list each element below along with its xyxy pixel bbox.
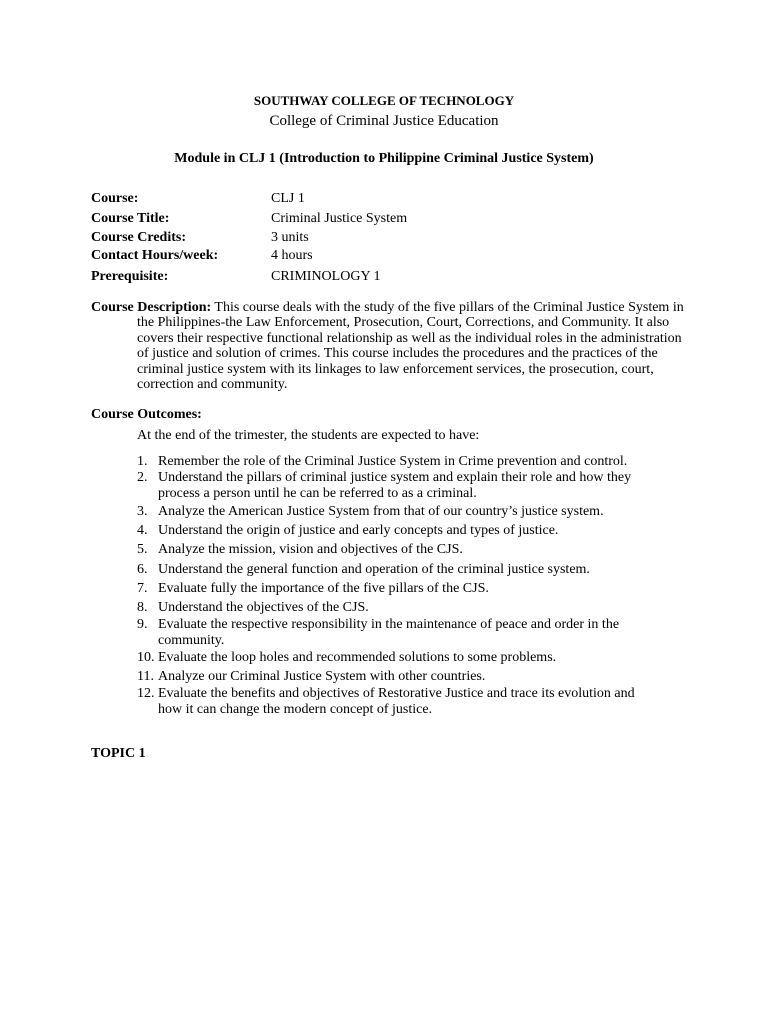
description-label: Course Description: <box>91 300 212 315</box>
description-line: the Philippines-the Law Enforcement, Prosecution, Court, Corrections, and Community. It also <box>137 315 670 331</box>
course-title-label: Course Title: <box>91 211 170 226</box>
outcome-number: 3. <box>137 504 148 519</box>
outcome-text: Evaluate the benefits and objectives of Restorative Justice and trace its evolution and <box>158 686 635 701</box>
outcome-text: Evaluate the loop holes and recommended solutions to some problems. <box>158 650 557 665</box>
description-line: of justice and solution of crimes. This course includes the procedures and the practices of the <box>137 346 658 362</box>
outcome-text: Understand the objectives of the CJS. <box>158 600 369 615</box>
prerequisite-label: Prerequisite: <box>91 269 169 284</box>
course-credits-label: Course Credits: <box>91 230 187 245</box>
institution-name: SOUTHWAY COLLEGE OF TECHNOLOGY <box>253 93 515 108</box>
outcome-text: Analyze our Criminal Justice System with other countries. <box>158 669 486 684</box>
outcome-number: 6. <box>137 562 148 577</box>
outcome-text: Analyze the mission, vision and objectives of the CJS. <box>158 542 463 557</box>
course-title-value: Criminal Justice System <box>271 211 408 226</box>
college-name: College of Criminal Justice Education <box>269 113 499 129</box>
description-line: covers their respective functional relationship as well as the individual roles in the administration <box>137 330 682 346</box>
outcome-number: 11. <box>137 669 154 684</box>
outcome-number: 12. <box>137 686 155 701</box>
outcome-text: Evaluate fully the importance of the five pillars of the CJS. <box>158 581 489 596</box>
outcome-number: 7. <box>137 581 148 596</box>
outcome-number: 8. <box>137 600 148 615</box>
outcome-text: Understand the origin of justice and early concepts and types of justice. <box>158 523 559 538</box>
outcome-number: 5. <box>137 542 148 557</box>
prerequisite-value: CRIMINOLOGY 1 <box>271 269 381 284</box>
outcome-text: Remember the role of the Criminal Justice System in Crime prevention and control. <box>158 454 628 469</box>
course-label: Course: <box>91 191 139 206</box>
course-value: CLJ 1 <box>271 191 305 206</box>
outcome-number: 2. <box>137 470 148 485</box>
contact-hours-value: 4 hours <box>271 248 313 263</box>
outcome-text: Understand the pillars of criminal justice system and explain their role and how they <box>158 470 632 485</box>
outcomes-intro: At the end of the trimester, the students are expected to have: <box>137 428 480 443</box>
contact-hours-label: Contact Hours/week: <box>91 248 219 263</box>
outcome-number: 10. <box>137 650 155 665</box>
outcome-number: 1. <box>137 454 148 469</box>
outcome-number: 4. <box>137 523 148 538</box>
description-line: correction and community. <box>137 376 288 392</box>
outcome-text: community. <box>158 632 225 648</box>
outcome-text: Evaluate the respective responsibility in the maintenance of peace and order in the <box>158 617 620 632</box>
outcome-text: how it can change the modern concept of justice. <box>158 701 433 717</box>
outcome-text: process a person until he can be referred to as a criminal. <box>158 485 477 501</box>
outcome-number: 9. <box>137 617 148 632</box>
module-title: Module in CLJ 1 (Introduction to Philippine Criminal Justice System) <box>174 151 594 166</box>
outcome-text: Analyze the American Justice System from that of our country’s justice system. <box>158 504 604 519</box>
course-description <box>91 300 684 392</box>
outcome-text: Understand the general function and operation of the criminal justice system. <box>158 562 590 577</box>
topic-heading: TOPIC 1 <box>91 746 146 761</box>
course-credits-value: 3 units <box>271 230 309 245</box>
description-line: criminal justice system with its linkages to law enforcement services, the prosecution, court, <box>137 361 654 377</box>
description-line: Course Description: This course deals with the study of the five pillars of the Criminal Justice System in <box>91 300 684 315</box>
outcomes-heading: Course Outcomes: <box>91 407 202 422</box>
